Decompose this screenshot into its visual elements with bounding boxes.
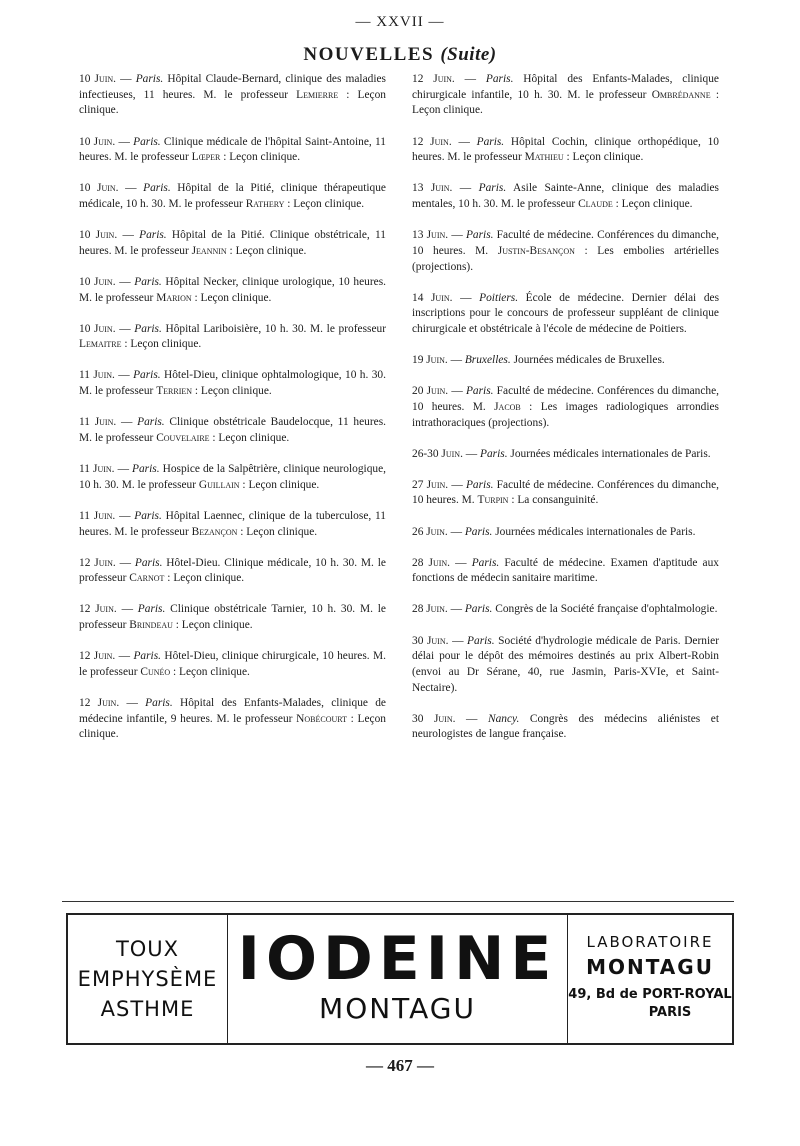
entry-separator: —: [447, 525, 465, 538]
entry-date: 26-30 Juin.: [412, 447, 463, 460]
news-entry: [79, 72, 386, 119]
news-entry: [79, 415, 386, 446]
entry-date: 10 Juin.: [79, 275, 116, 288]
entry-body: École de médecine. Dernier délai des inscriptions pour le concours de professeur suppléant de clinique chirurgicale et obstétricale à l'école de médecine de Poitiers.: [412, 291, 720, 335]
section-title-text: NOUVELLES: [303, 44, 435, 65]
page-number-top: — XXVII —: [355, 14, 445, 30]
entry-separator: —: [448, 634, 468, 647]
entry-separator: —: [452, 182, 479, 195]
entry-professor: Rathery: [245, 198, 285, 210]
entry-city: Paris.: [143, 182, 171, 195]
entry-body: Société d'hydrologie médicale de Paris. Dernier délai pour le dépôt des mémoires destinés au prix Albert-Robin (envoi au Dr Sérane, 40, rue Jasmin, Paris-XVIe, et Saint-Nectaire).: [412, 634, 719, 694]
entry-body: Hôpital de la Pitié. Clinique obstétricale, 11 heures. M. le professeur: [79, 229, 386, 257]
entry-date: 26 Juin.: [412, 525, 448, 538]
entry-professor: Ombrédanne: [651, 88, 711, 101]
entry-city: Paris.: [480, 447, 508, 460]
entry-city: Paris.: [137, 416, 165, 429]
news-entry: [412, 228, 719, 275]
entry-date: 12 Juin.: [79, 603, 117, 616]
entry-city: Paris.: [133, 369, 161, 382]
entry-separator: —: [114, 463, 133, 476]
entry-tail: : Leçon clinique.: [412, 88, 720, 117]
entry-tail: : Leçon clinique.: [239, 478, 320, 491]
entry-professor: Mathieu: [524, 151, 564, 164]
ad-indication: ASTHME: [100, 997, 195, 1021]
entry-date: 14 Juin.: [412, 291, 453, 304]
entry-date: 27 Juin.: [412, 478, 449, 491]
news-entry: [412, 712, 719, 743]
right-column: [412, 72, 719, 759]
entry-separator: —: [448, 229, 466, 242]
entry-separator: —: [447, 354, 465, 367]
entry-body: Faculté de médecine. Conférences du dimanche, 10 heures. M.: [412, 478, 719, 507]
entry-body: Faculté de médecine. Conférences du dimanche, 10 heures. M.: [412, 385, 719, 413]
entry-date: 13 Juin.: [412, 229, 449, 242]
entry-professor: Marion: [156, 291, 192, 304]
entry-tail: : Leçon clinique.: [220, 151, 301, 164]
entry-tail: : Leçon clinique.: [172, 619, 253, 632]
entry-date: 11 Juin.: [79, 416, 117, 429]
entry-separator: —: [448, 478, 466, 491]
ad-lab-name: MONTAGU: [586, 955, 714, 979]
news-entry: [79, 462, 386, 493]
news-entry: [412, 556, 719, 587]
entry-tail: : Leçon clinique.: [79, 712, 386, 741]
entry-separator: —: [115, 556, 135, 569]
entry-city: Paris.: [478, 182, 507, 195]
entry-city: Paris.: [139, 229, 167, 242]
entry-body: Hospice de la Salpêtrière, clinique neurologique, 10 h. 30. M. le professeur: [79, 463, 386, 491]
entry-date: 28 Juin.: [412, 603, 448, 616]
advertisement-box: [66, 913, 734, 1045]
entry-tail: : Leçon clinique.: [237, 525, 318, 538]
entry-professor: Lemaitre: [79, 338, 122, 351]
entry-date: 10 Juin.: [79, 73, 117, 85]
entry-body: Congrès de la Société française d'ophtalmologie.: [492, 603, 718, 616]
entry-body: Journées médicales de Bruxelles.: [510, 354, 665, 367]
entry-city: Paris.: [464, 525, 493, 538]
entry-city: Poitiers.: [479, 291, 519, 304]
entry-separator: —: [454, 73, 486, 85]
news-entry: [412, 353, 719, 369]
entry-tail: : Leçon clinique.: [612, 198, 693, 210]
entry-professor: Jacob: [494, 400, 521, 413]
news-entry: [412, 291, 719, 338]
entry-date: 12 Juin.: [79, 650, 116, 663]
entry-separator: —: [117, 229, 140, 242]
entry-date: 11 Juin.: [79, 369, 115, 382]
entry-body: Journées médicales internationales de Paris.: [492, 525, 696, 538]
entry-separator: —: [452, 291, 480, 304]
entry-separator: —: [115, 135, 134, 148]
entry-tail: : Leçon clinique.: [192, 385, 272, 398]
ad-brand-name: IODEINE: [237, 924, 558, 994]
section-title-suffix: (Suite): [440, 44, 497, 65]
news-entry: [79, 368, 386, 399]
entry-date: 30 Juin.: [412, 634, 449, 647]
news-entry: [412, 478, 719, 509]
entry-date: 12 Juin.: [412, 73, 455, 85]
entry-tail: : Leçon clinique.: [563, 151, 644, 164]
entry-date: 10 Juin.: [79, 229, 118, 242]
entry-city: Paris.: [485, 73, 514, 85]
entry-date: 10 Juin.: [79, 135, 116, 148]
entry-city: Paris.: [133, 650, 161, 663]
entry-tail: : Leçon clinique.: [79, 88, 386, 117]
news-entry: [79, 135, 386, 166]
entry-separator: —: [115, 275, 135, 288]
entry-separator: —: [448, 385, 466, 398]
entry-tail: : Les images radiologiques arrondies intrathoraciques (projections).: [412, 400, 719, 429]
news-entry: [79, 696, 386, 743]
ad-address: 49, Bd de PORT-ROYAL: [568, 987, 732, 1002]
entry-professor: Cunéo: [140, 665, 171, 678]
entry-separator: —: [115, 509, 135, 522]
news-entry: [412, 181, 719, 212]
entry-body: Clinique obstétricale Baudelocque, 11 heures. M. le professeur: [79, 416, 386, 444]
entry-date: 20 Juin.: [412, 385, 449, 398]
ad-city: PARIS: [648, 1005, 692, 1020]
entry-city: Paris.: [471, 556, 500, 569]
entry-city: Paris.: [134, 556, 163, 569]
entry-separator: —: [116, 603, 138, 616]
news-entry: [79, 649, 386, 680]
entry-professor: Carnot: [129, 572, 165, 585]
entry-date: 12 Juin.: [412, 135, 452, 148]
entry-tail: : Leçon clinique.: [121, 338, 202, 351]
entry-city: Nancy.: [488, 712, 520, 725]
entry-date: 30 Juin.: [412, 712, 456, 725]
page-number-bottom: — 467 —: [366, 1056, 434, 1075]
entry-date: 28 Juin.: [412, 556, 451, 569]
entry-city: Paris.: [135, 73, 164, 85]
entry-city: Paris.: [134, 509, 162, 522]
entry-body: Clinique médicale de l'hôpital Saint-Antoine, 11 heures. M. le professeur: [79, 135, 386, 164]
entry-city: Paris.: [145, 697, 173, 710]
entry-body: Hôpital des Enfants-Malades, clinique de médecine infantile, 9 heures. M. le professeur: [79, 697, 386, 725]
ad-indication: EMPHYSÈME: [77, 967, 218, 991]
entry-body: Hôpital de la Pitié, clinique thérapeutique médicale, 10 h. 30. M. le professeur: [79, 182, 386, 210]
entry-city: Paris.: [467, 634, 495, 647]
entry-separator: —: [116, 73, 136, 85]
entry-tail: : Les embolies artérielles (projections).: [412, 244, 719, 273]
ad-right-panel: [568, 915, 732, 1043]
entry-separator: —: [450, 556, 472, 569]
news-entry: [79, 602, 386, 633]
entry-date: 11 Juin.: [79, 463, 115, 476]
ad-center-panel: [228, 915, 568, 1043]
news-entry: [412, 634, 719, 697]
entry-tail: : Leçon clinique.: [164, 572, 245, 585]
entry-body: Congrès des médecins aliénistes et neurologistes de langue française.: [412, 712, 719, 741]
entry-separator: —: [455, 712, 489, 725]
entry-city: Paris.: [465, 478, 494, 491]
entry-tail: : Leçon clinique.: [226, 244, 307, 257]
entry-professor: Couvelaire: [156, 431, 210, 444]
entry-professor: Nobécourt: [296, 712, 347, 725]
news-entry: [79, 509, 386, 540]
entry-body: Faculté de médecine. Conférences du dimanche, 10 heures. M.: [412, 229, 719, 257]
entry-professor: Lœper: [191, 151, 221, 164]
entry-separator: —: [116, 416, 138, 429]
entry-city: Paris.: [134, 275, 162, 288]
entry-city: Paris.: [465, 229, 494, 242]
entry-city: Paris.: [465, 385, 494, 398]
entry-tail: : Leçon clinique.: [284, 198, 365, 210]
entry-city: Bruxelles.: [464, 354, 511, 367]
entry-professor: Terrien: [156, 385, 193, 398]
entry-professor: Claude: [578, 198, 613, 210]
entry-separator: —: [462, 447, 481, 460]
entry-date: 13 Juin.: [412, 182, 453, 195]
entry-date: 11 Juin.: [79, 509, 116, 522]
ad-brand-subtitle: MONTAGU: [319, 992, 476, 1025]
entry-separator: —: [119, 697, 146, 710]
entry-body: Hôpital Cochin, clinique orthopédique, 10 heures. M. le professeur: [412, 135, 719, 164]
entry-date: 12 Juin.: [79, 556, 116, 569]
entry-city: Paris.: [134, 322, 162, 335]
entry-date: 12 Juin.: [79, 697, 120, 710]
entry-professor: Justin-Besançon: [497, 244, 575, 257]
entry-tail: : Leçon clinique.: [170, 665, 250, 678]
entry-body: Asile Sainte-Anne, clinique des maladies mentales, 10 h. 30. M. le professeur: [412, 182, 719, 210]
entry-body: Hôtel-Dieu, clinique chirurgicale, 10 heures. M. le professeur: [79, 650, 386, 678]
entry-body: Clinique obstétricale Tarnier, 10 h. 30. M. le professeur: [79, 603, 386, 632]
entry-body: Hôpital Claude-Bernard, clinique des maladies infectieuses, 11 heures. M. le professeur: [79, 73, 386, 101]
entry-date: 10 Juin.: [79, 322, 116, 335]
divider-rule: [62, 901, 734, 902]
entry-tail: : Leçon clinique.: [191, 291, 272, 304]
news-entry: [79, 181, 386, 212]
entry-separator: —: [118, 182, 144, 195]
entry-professor: Turpin: [477, 494, 509, 507]
entry-body: Hôpital Lariboisière, 10 h. 30. M. le professeur: [161, 322, 386, 335]
entry-professor: Guillain: [198, 478, 240, 491]
entry-city: Paris.: [133, 135, 161, 148]
news-entry: [79, 556, 386, 587]
entry-professor: Brindeau: [129, 619, 173, 632]
entry-separator: —: [115, 650, 134, 663]
news-entry: [79, 275, 386, 306]
entry-city: Paris.: [464, 603, 493, 616]
entry-tail: : La consanguinité.: [508, 494, 599, 507]
entry-date: 19 Juin.: [412, 354, 448, 367]
news-entry: [412, 135, 719, 166]
entry-body: Hôtel-Dieu, clinique ophtalmologique, 10 h. 30. M. le professeur: [79, 369, 386, 398]
entry-body: Hôtel-Dieu. Clinique médicale, 10 h. 30. M. le professeur: [79, 556, 386, 585]
news-entry: [412, 447, 719, 463]
entry-city: Paris.: [476, 135, 505, 148]
news-entry: [79, 228, 386, 259]
entry-body: Hôpital Laennec, clinique de la tuberculose, 11 heures. M. le professeur: [79, 509, 386, 538]
entry-separator: —: [115, 322, 135, 335]
entry-body: Hôpital des Enfants-Malades, clinique chirurgicale infantile, 10 h. 30. M. le professeur: [412, 73, 719, 101]
entry-date: 10 Juin.: [79, 182, 119, 195]
left-column: [79, 72, 386, 759]
entry-body: Hôpital Necker, clinique urologique, 10 heures. M. le professeur: [79, 275, 386, 304]
entry-separator: —: [451, 135, 477, 148]
ad-lab-label: LABORATOIRE: [586, 933, 714, 951]
entry-professor: Lemierre: [296, 88, 339, 101]
entry-city: Paris.: [137, 603, 166, 616]
news-entry: [412, 72, 719, 119]
section-title: [0, 44, 800, 66]
ad-indication: TOUX: [115, 937, 180, 961]
news-entry: [412, 384, 719, 431]
entry-body: Faculté de médecine. Examen d'aptitude aux fonctions de médecin sanitaire maritime.: [412, 556, 719, 585]
entry-separator: —: [114, 369, 134, 382]
entry-separator: —: [447, 603, 465, 616]
entry-city: Paris.: [132, 463, 160, 476]
entry-professor: Bezançon: [191, 525, 238, 538]
news-entry: [412, 602, 719, 618]
entry-tail: : Leçon clinique.: [209, 431, 290, 444]
entry-professor: Jeannin: [191, 244, 227, 257]
news-entry: [412, 525, 719, 541]
ad-left-panel: [68, 915, 228, 1043]
entry-body: Journées médicales internationales de Paris.: [507, 447, 711, 460]
news-entry: [79, 322, 386, 353]
